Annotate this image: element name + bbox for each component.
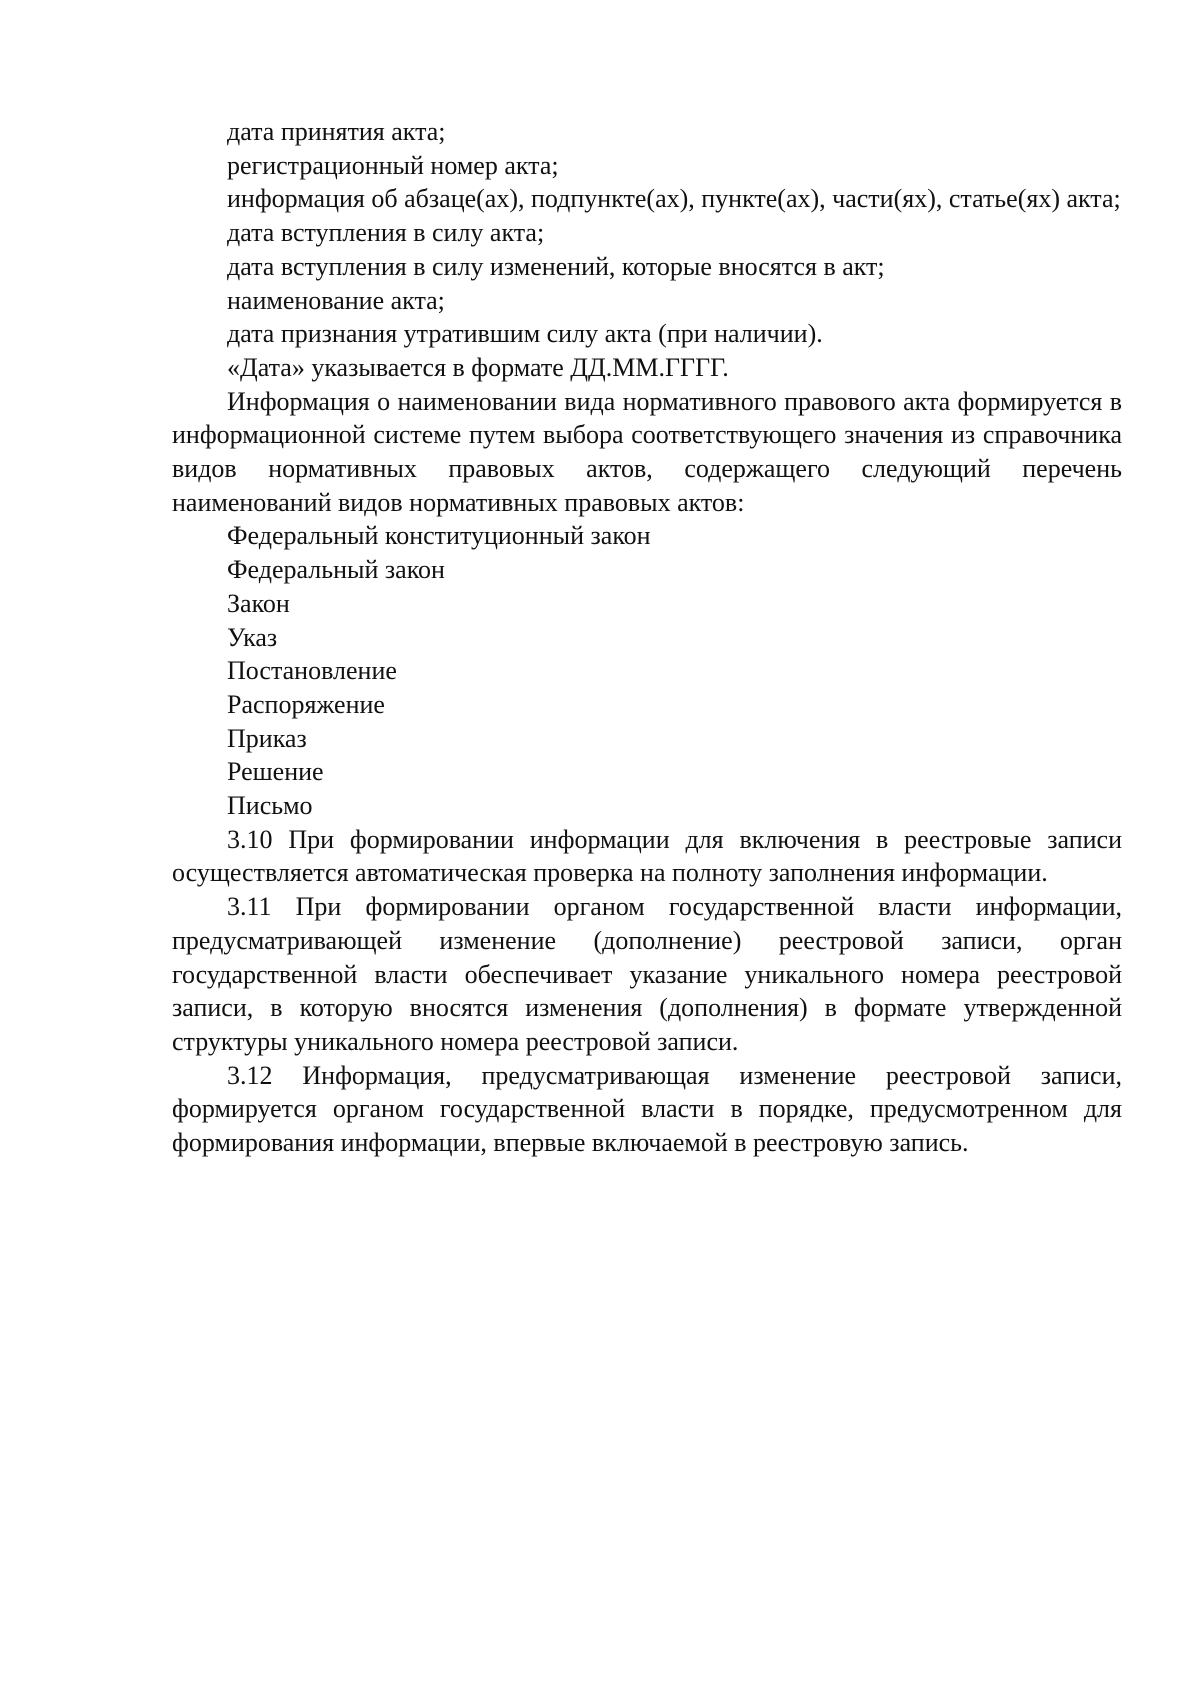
paragraph-act-name: наименование акта; bbox=[227, 285, 445, 315]
list-item-act-type: Приказ bbox=[227, 723, 307, 753]
paragraph-date-format: «Дата» указывается в формате ДД.ММ.ГГГГ. bbox=[227, 352, 729, 382]
list-item-act-type: Распоряжение bbox=[227, 689, 385, 719]
list-item-act-type: Федеральный закон bbox=[227, 555, 445, 585]
clause-3-10: 3.10 При формировании информации для включения в реестровые записи осуществляется автоматическая проверка на полноту заполнения информации. bbox=[172, 824, 1122, 888]
list-item-act-type: Постановление bbox=[227, 656, 397, 686]
list-item-act-type: Письмо bbox=[227, 791, 313, 821]
paragraph-structural-units: информация об абзаце(ах), подпункте(ах), пункте(ах), части(ях), статье(ях) акта; bbox=[227, 184, 1121, 214]
list-item-act-type: Указ bbox=[227, 622, 278, 652]
paragraph-act-type-info: Информация о наименовании вида нормативного правового акта формируется в информационной системе путем выбора соответствующего значения из справочника видов нормативных правовых актов, содержащего следующий перечень наименований видов нормативных правовых актов: bbox=[172, 386, 1122, 517]
paragraph-adoption-date: дата принятия акта; bbox=[227, 117, 446, 146]
paragraph-effective-date: дата вступления в силу акта; bbox=[227, 218, 545, 248]
paragraph-registration-number: регистрационный номер акта; bbox=[227, 150, 559, 180]
clause-3-12: 3.12 Информация, предусматривающая изменение реестровой записи, формируется органом государственной власти в порядке, предусмотренном для формирования информации, впервые включаемой в реестровую запись. bbox=[172, 1060, 1122, 1158]
list-item-act-type: Закон bbox=[227, 588, 290, 618]
paragraph-amendments-effective-date: дата вступления в силу изменений, которые вносятся в акт; bbox=[227, 251, 885, 281]
document-body bbox=[172, 115, 1122, 1160]
list-item-act-type: Решение bbox=[227, 757, 324, 787]
clause-3-11: 3.11 При формировании органом государственной власти информации, предусматривающей изменение (дополнение) реестровой записи, орган государственной власти обеспечивает указание уникального номера реестровой записи, в которую вносятся изменения (дополнения) в формате утвержденной структуры уникального номера реестровой записи. bbox=[172, 892, 1122, 1056]
paragraph-repeal-date: дата признания утратившим силу акта (при наличии). bbox=[227, 319, 823, 349]
list-item-act-type: Федеральный конституционный закон bbox=[227, 521, 651, 551]
